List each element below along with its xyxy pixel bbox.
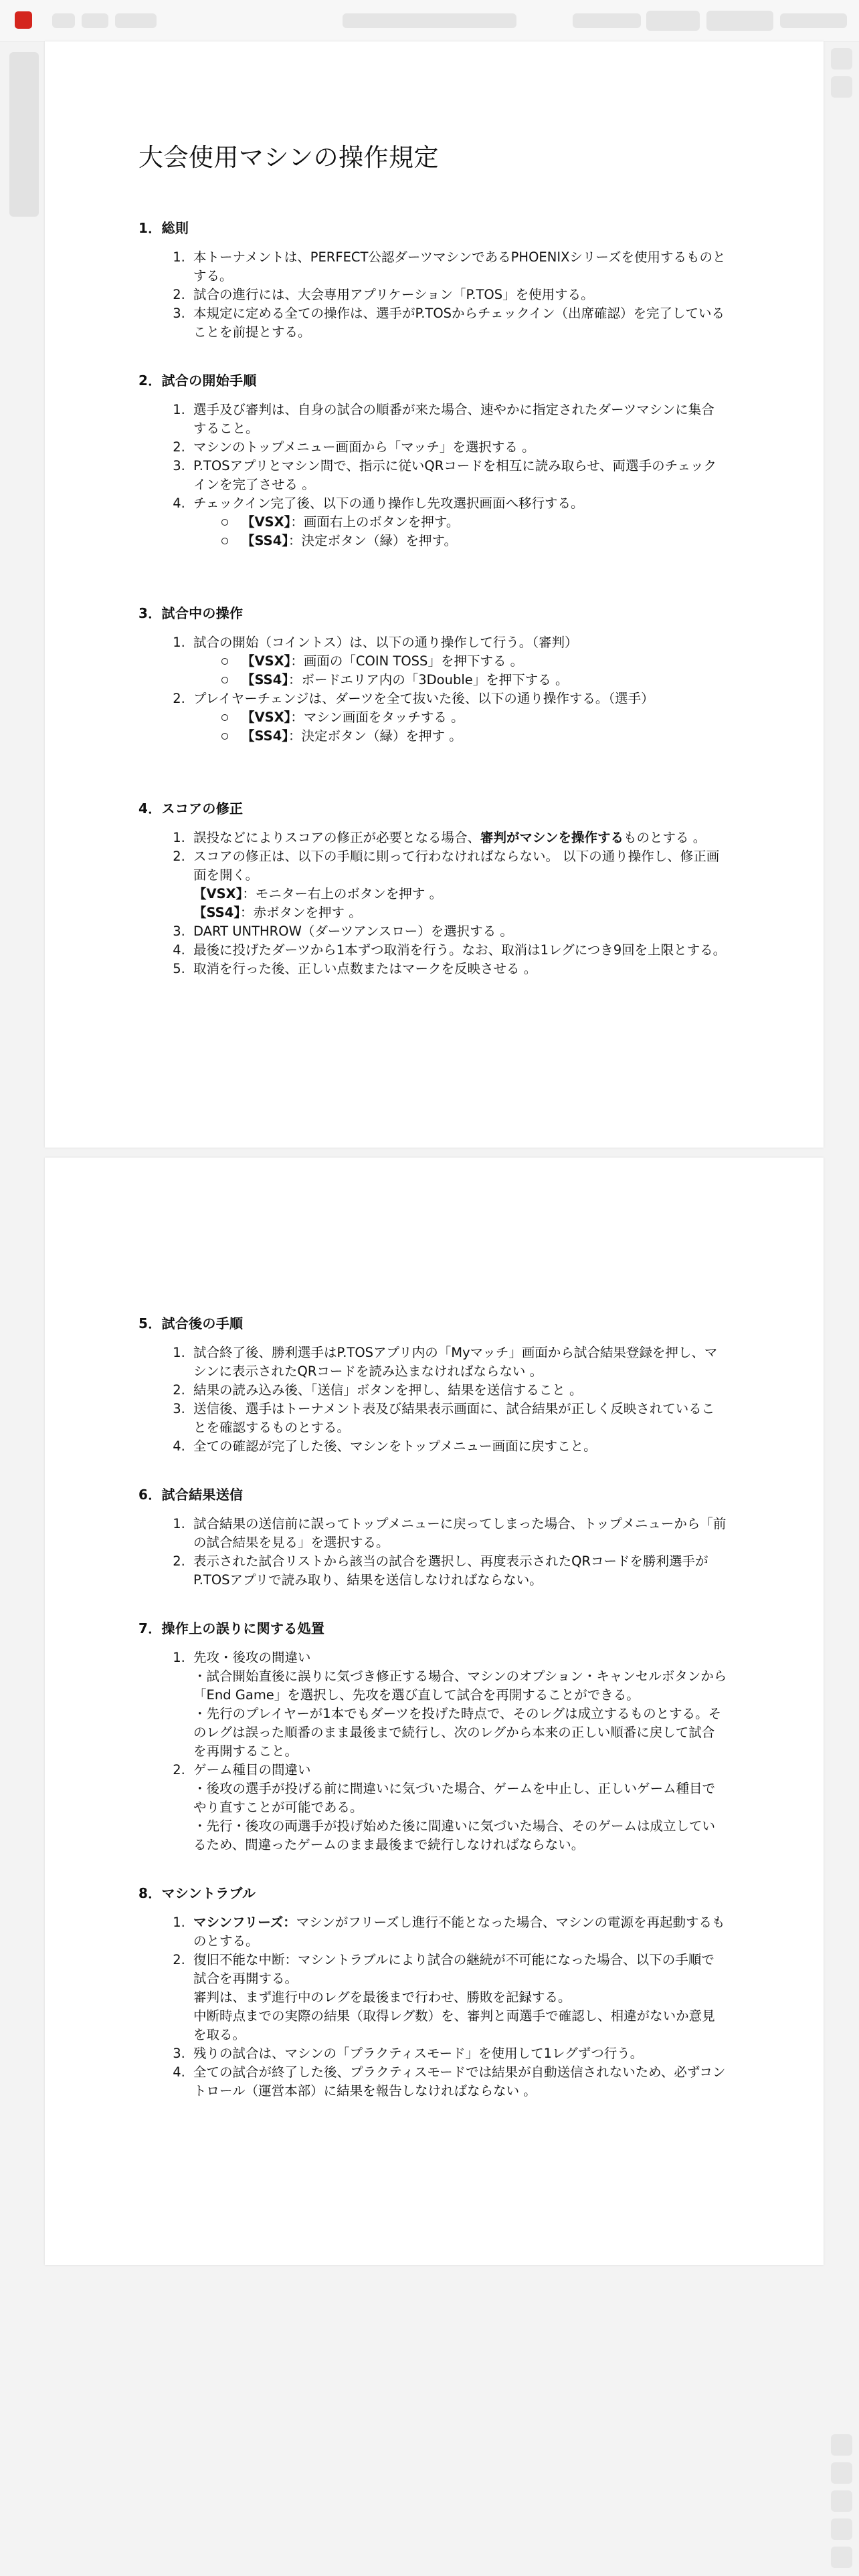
- list-item: 3. 送信後、選手はトーナメント表及び結果表示画面に、試合結果が正しく反映されていることを確認するものとする。: [189, 1400, 727, 1437]
- viewer-toolbar: [0, 0, 859, 42]
- list-item: [189, 1951, 727, 2044]
- section-general: [138, 217, 727, 342]
- section-result-submission: [138, 1484, 727, 1590]
- sub-line: 審判は、まず進行中のレグを最後まで行わせ、勝敗を記録する。: [193, 1990, 571, 2005]
- list-item: [189, 847, 727, 922]
- list-item: [189, 1913, 727, 1951]
- download-button[interactable]: [646, 11, 700, 31]
- list-item: [189, 633, 727, 689]
- outline-button[interactable]: [115, 13, 157, 28]
- list-item: 2. 試合の進行には、大会専用アプリケーション「P.TOS」を使用する。: [189, 286, 727, 304]
- list-item: 2. マシンのトップメニュー画面から「マッチ」を選択する 。: [189, 438, 727, 457]
- section-heading: 2．試合の開始手順: [138, 372, 257, 389]
- list-item: 3. P.TOSアプリとマシン間で、指示に従いQRコードを相互に読み取らせ、両選手のチェックインを完了させる 。: [189, 457, 727, 494]
- sub-item: [242, 727, 727, 746]
- sub-item: [242, 513, 727, 532]
- rail-button[interactable]: [831, 48, 852, 70]
- list-item-text: 先攻・後攻の間違い: [193, 1650, 311, 1665]
- section-during-match: [138, 603, 727, 746]
- sub-line: ・試合開始直後に誤りに気づき修正する場合、マシンのオプション・キャンセルボタンから「End Game」を選択し、先攻を選び直して試合を再開することができる。: [193, 1669, 727, 1703]
- list-item: 1. 試合結果の送信前に誤ってトップメニューに戻ってしまった場合、トップメニューから「前の試合結果を見る」を選択する。: [189, 1515, 727, 1552]
- machine-label: 【SS4】: [242, 533, 289, 548]
- sub-item-text: ：マシン画面をタッチする 。: [290, 710, 464, 725]
- section-operation-errors: [138, 1618, 727, 1854]
- list-item-text: ゲーム種目の間違い: [193, 1762, 311, 1778]
- machine-label: 【VSX】: [193, 886, 243, 901]
- list-item: 4. 全ての試合が終了した後、プラクティスモードでは結果が自動送信されないため、必ずコントロール（運営本部）に結果を報告しなければならない 。: [189, 2063, 727, 2101]
- sub-item-text: ：画面の「COIN TOSS」を押下する 。: [290, 653, 524, 669]
- rail-button[interactable]: [831, 76, 852, 98]
- document-name-placeholder: [343, 13, 516, 28]
- list-item: 3. 残りの試合は、マシンの「プラクティスモード」を使用して1レグずつ行う。: [189, 2044, 727, 2063]
- section-heading: 1．総則: [138, 220, 189, 236]
- print-button[interactable]: [706, 11, 773, 31]
- list-item: [189, 689, 727, 746]
- list-item: [189, 494, 727, 550]
- list-item: 4. 最後に投げたダーツから1本ずつ取消を行う。なお、取消は1レグにつき9回を上限とする。: [189, 941, 727, 960]
- thumbnails-button[interactable]: [82, 13, 108, 28]
- section-heading: 4．スコアの修正: [138, 800, 244, 817]
- section-machine-trouble: [138, 1883, 727, 2101]
- right-rail-top: [831, 48, 852, 104]
- sub-item: [242, 671, 727, 689]
- list-item-text: スコアの修正は、以下の手順に則って行わなければならない。 以下の通り操作し、修正画面を開く。: [193, 849, 720, 883]
- list-item: 1. 試合終了後、勝利選手はP.TOSアプリ内の「Myマッチ」画面から試合結果登録を押し、マシンに表示されたQRコードを読み込まなければならない 。: [189, 1344, 727, 1381]
- sub-item-text: ：ボードエリア内の「3Double」を押下する 。: [288, 672, 569, 687]
- emphasis-text: 審判がマシンを操作する: [480, 830, 624, 845]
- sub-item-text: ：画面右上のボタンを押す。: [290, 514, 460, 530]
- machine-label: 【VSX】: [242, 514, 291, 530]
- rail-button[interactable]: [831, 2518, 852, 2540]
- list-item: 1. 本トーナメントは、PERFECT公認ダーツマシンであるPHOENIXシリーズを使用するものとする。: [189, 248, 727, 286]
- section-heading: 7．操作上の誤りに関する処置: [138, 1620, 325, 1636]
- list-item-text: 試合の開始（コイントス）は、以下の通り操作して行う。（審判）: [193, 635, 578, 650]
- sub-line: [193, 885, 727, 903]
- list-item: [189, 1648, 727, 1761]
- sub-line: ・先行・後攻の両選手が投げ始めた後に間違いに気づいた場合、そのゲームは成立しているため、間違ったゲームのまま最後まで続行しなければならない。: [193, 1818, 716, 1852]
- list-item: 5. 取消を行った後、正しい点数またはマークを反映させる 。: [189, 960, 727, 978]
- section-after-match: [138, 1313, 727, 1456]
- section-heading: 3．試合中の操作: [138, 605, 244, 621]
- list-item-text: チェックイン完了後、以下の通り操作し先攻選択画面へ移行する。: [193, 496, 584, 511]
- more-options-button[interactable]: [780, 13, 847, 28]
- emphasis-text: マシンフリーズ：: [193, 1915, 296, 1930]
- sub-line: ・後攻の選手が投げる前に間違いに気づいた場合、ゲームを中止し、正しいゲーム種目でやり直すことが可能である。: [193, 1781, 716, 1815]
- list-item: 2. 表示された試合リストから該当の試合を選択し、再度表示されたQRコードを勝利選手がP.TOSアプリで読み取り、結果を送信しなければならない。: [189, 1552, 727, 1590]
- rail-button[interactable]: [831, 2490, 852, 2512]
- machine-label: 【SS4】: [193, 905, 241, 920]
- document-page-2: [45, 1158, 824, 2265]
- list-item: 3. DART UNTHROW（ダーツアンスロー）を選択する 。: [189, 922, 727, 941]
- sub-line-text: ：モニター右上のボタンを押す 。: [242, 886, 443, 901]
- machine-label: 【SS4】: [242, 672, 289, 687]
- sub-item: [242, 708, 727, 727]
- list-item-text: 復旧不能な中断：マシントラブルにより試合の継続が不可能になった場合、以下の手順で試合を再開する。: [193, 1952, 714, 1986]
- list-item: 2. 結果の読み込み後、「送信」ボタンを押し、結果を送信すること 。: [189, 1381, 727, 1400]
- sub-item-text: ：決定ボタン（緑）を押す 。: [288, 728, 462, 744]
- sub-item: [242, 652, 727, 671]
- section-match-start: [138, 370, 727, 550]
- list-item: 4. 全ての確認が完了した後、マシンをトップメニュー画面に戻すこと。: [189, 1437, 727, 1456]
- sub-line: [193, 903, 727, 922]
- pdf-icon: [15, 11, 32, 29]
- list-item: [189, 1761, 727, 1854]
- page-1-content: [138, 137, 727, 1006]
- list-item: [189, 829, 727, 847]
- list-item-text: ものとする 。: [624, 830, 706, 845]
- zoom-control[interactable]: [573, 13, 641, 28]
- section-score-correction: [138, 798, 727, 978]
- document-page-1: [45, 41, 824, 1148]
- sub-item: [242, 532, 727, 550]
- section-heading: 8．マシントラブル: [138, 1885, 256, 1901]
- list-item-text: プレイヤーチェンジは、ダーツを全て抜いた後、以下の通り操作する。（選手）: [193, 691, 654, 706]
- list-item: 1. 選手及び審判は、自身の試合の順番が来た場合、速やかに指定されたダーツマシンに集合すること。: [189, 401, 727, 438]
- list-item: 3. 本規定に定める全ての操作は、選手がP.TOSからチェックイン（出席確認）を完了していることを前提とする。: [189, 304, 727, 342]
- sub-line: ・先行のプレイヤーが1本でもダーツを投げた時点で、そのレグは成立するものとする。そのレグは誤った順番のまま最後まで続行し、次のレグから本来の正しい順番に戻して試合を再開すること。: [193, 1706, 722, 1759]
- right-rail-bottom: [831, 2434, 852, 2575]
- section-heading: 5．試合後の手順: [138, 1315, 244, 1331]
- sub-line-text: ：赤ボタンを押す 。: [240, 905, 362, 920]
- page-thumbnail[interactable]: [9, 52, 39, 217]
- menu-button[interactable]: [52, 13, 75, 28]
- machine-label: 【VSX】: [242, 710, 291, 725]
- document-title: 大会使用マシンの操作規定: [138, 143, 440, 172]
- section-heading: 6．試合結果送信: [138, 1487, 244, 1503]
- rail-button[interactable]: [831, 2547, 852, 2568]
- sub-item-text: ：決定ボタン（緑）を押す。: [288, 533, 457, 548]
- rail-button[interactable]: [831, 2434, 852, 2456]
- rail-button[interactable]: [831, 2462, 852, 2484]
- machine-label: 【SS4】: [242, 728, 289, 744]
- list-item-text: 誤投などによりスコアの修正が必要となる場合、: [193, 830, 481, 845]
- page-2-content: [138, 1313, 727, 2129]
- sub-line: 中断時点までの実際の結果（取得レグ数）を、審判と両選手で確認し、相違がないか意見を取る。: [193, 2008, 715, 2042]
- machine-label: 【VSX】: [242, 653, 291, 669]
- list-item-text: マシンがフリーズし進行不能となった場合、マシンの電源を再起動するものとする。: [193, 1915, 725, 1949]
